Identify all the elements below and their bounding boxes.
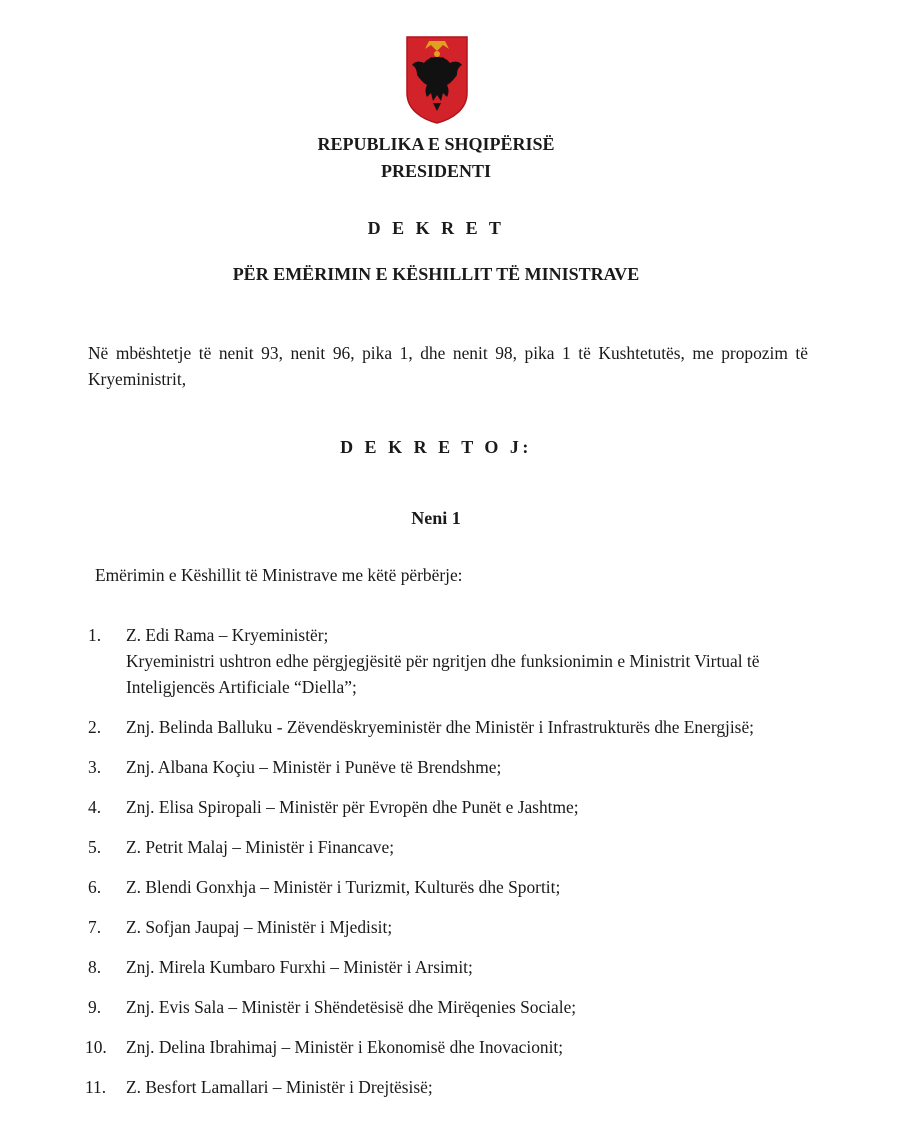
list-item-number: 4.: [88, 797, 102, 817]
albanian-coat-of-arms-icon: [405, 35, 469, 125]
article-heading: Neni 1: [411, 508, 461, 528]
list-item-text: Znj. Elisa Spiropali – Ministër për Evropën dhe Punët e Jashtme;: [126, 797, 579, 817]
list-item-number: 7.: [88, 917, 102, 937]
list-item-number: 1.: [88, 625, 102, 645]
list-item-number: 5.: [88, 837, 102, 857]
header-president: PRESIDENTI: [380, 161, 492, 181]
list-item-number: 8.: [88, 957, 102, 977]
list-item: [88, 714, 818, 740]
list-item-text: Znj. Belinda Balluku - Zëvendëskryeministër dhe Ministër i Infrastrukturës dhe Energjisë;: [126, 717, 754, 737]
list-item-number: 9.: [88, 997, 102, 1017]
list-item-text: Znj. Albana Koçiu – Ministër i Punëve të Brendshme;: [126, 757, 502, 777]
intro-sentence: Emërimin e Këshillit të Ministrave me këtë përbërje:: [95, 565, 463, 585]
decree-heading: D E K R E T O J:: [340, 437, 532, 457]
list-item: [88, 994, 818, 1020]
list-item: [88, 954, 818, 980]
decree-subtitle: PËR EMËRIMIN E KËSHILLIT TË MINISTRAVE: [232, 264, 640, 284]
list-item-text: Z. Edi Rama – Kryeministër;: [126, 625, 329, 645]
list-item-text: Z. Sofjan Jaupaj – Ministër i Mjedisit;: [126, 917, 393, 937]
list-item-number: 6.: [88, 877, 102, 897]
list-item-text: Z. Blendi Gonxhja – Ministër i Turizmit, Kulturës dhe Sportit;: [126, 877, 561, 897]
list-item-number: 3.: [88, 757, 102, 777]
list-item-number: 10.: [85, 1037, 107, 1057]
list-item-text: Z. Petrit Malaj – Ministër i Financave;: [126, 837, 395, 857]
list-item: [85, 1034, 818, 1060]
members-list: [85, 622, 818, 1114]
list-item: [88, 834, 818, 860]
list-item-text: Znj. Mirela Kumbaro Furxhi – Ministër i Arsimit;: [126, 957, 473, 977]
list-item-number: 2.: [88, 717, 102, 737]
preamble-paragraph: Në mbështetje të nenit 93, nenit 96, pika 1, dhe nenit 98, pika 1 të Kushtetutës, me propozim të Kryeministrit,: [88, 343, 808, 389]
list-item-text: Znj. Evis Sala – Ministër i Shëndetësisë dhe Mirëqenies Sociale;: [126, 997, 577, 1017]
decree-title: D E K R E T: [367, 218, 505, 238]
list-item: [88, 622, 818, 700]
list-item: [88, 874, 818, 900]
list-item: [85, 1074, 818, 1100]
list-item: [88, 914, 818, 940]
list-item-number: 11.: [85, 1077, 107, 1097]
list-item: [88, 754, 818, 780]
header-republic: REPUBLIKA E SHQIPËRISË: [317, 134, 555, 154]
list-item-text: Znj. Delina Ibrahimaj – Ministër i Ekonomisë dhe Inovacionit;: [126, 1037, 564, 1057]
list-item: [88, 794, 818, 820]
list-item-note: Kryeministri ushtron edhe përgjegjësitë për ngritjen dhe funksionimin e Ministrit Virtual të Inteligjencës Artificiale “Diella”;: [126, 651, 760, 697]
list-item-text: Z. Besfort Lamallari – Ministër i Drejtësisë;: [126, 1077, 433, 1097]
